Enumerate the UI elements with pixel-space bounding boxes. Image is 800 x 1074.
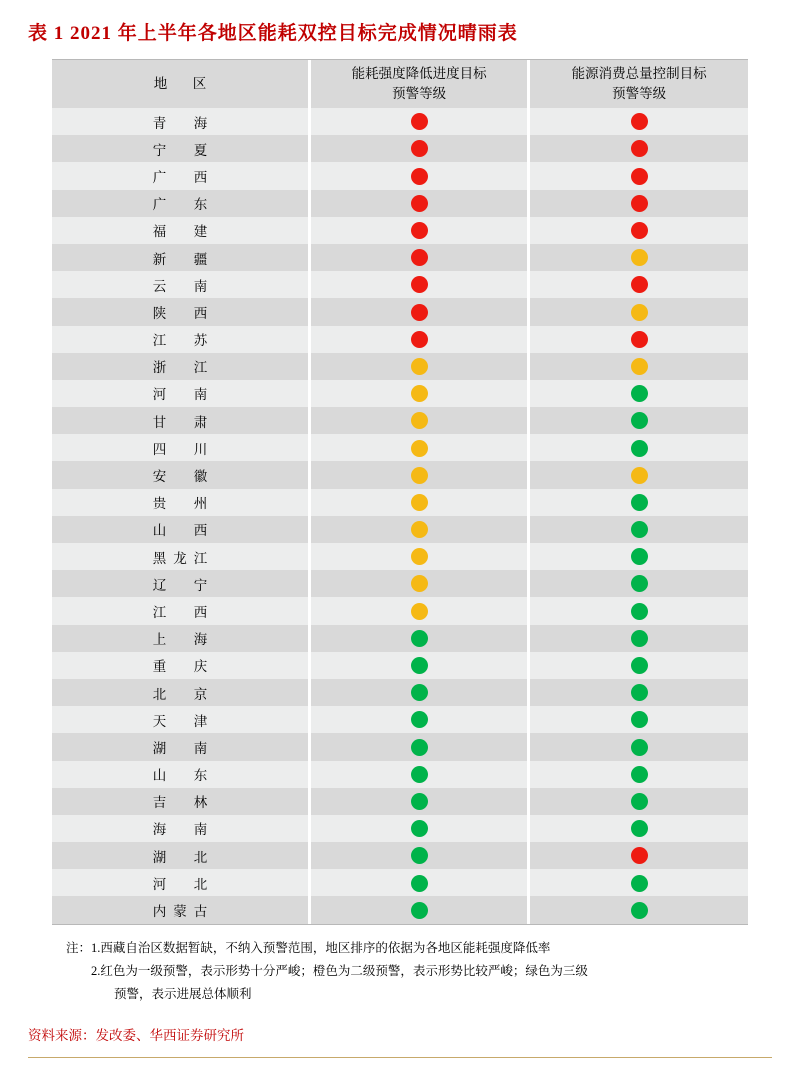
notes-label: 注：: [66, 940, 92, 955]
cell-intensity-warning: [310, 271, 529, 298]
table-row: [52, 761, 748, 788]
table-row: [52, 625, 748, 652]
cell-intensity-warning: [310, 298, 529, 325]
cell-intensity-warning: [310, 869, 529, 896]
cell-intensity-warning: [310, 597, 529, 624]
warning-dot-red-icon: [411, 113, 428, 130]
cell-intensity-warning: [310, 679, 529, 706]
warning-dot-green-icon: [631, 575, 648, 592]
cell-intensity-warning: [310, 407, 529, 434]
cell-region: 海 南: [52, 815, 310, 842]
warning-dot-green-icon: [631, 385, 648, 402]
cell-intensity-warning: [310, 543, 529, 570]
warning-dot-green-icon: [411, 847, 428, 864]
cell-region: 青 海: [52, 108, 310, 135]
table-row: [52, 652, 748, 679]
cell-region: 重 庆: [52, 652, 310, 679]
table-row: [52, 842, 748, 869]
note-item-2-continued: 预警，表示进展总体顺利: [114, 986, 252, 1001]
column-header-total-line1: 能源消费总量控制目标: [571, 66, 707, 82]
table-header: [52, 60, 748, 108]
warning-dot-green-icon: [631, 684, 648, 701]
cell-total-warning: [529, 244, 748, 271]
cell-region: 四 川: [52, 434, 310, 461]
cell-region: 山 东: [52, 761, 310, 788]
column-header-intensity: [310, 60, 529, 108]
table-row: [52, 896, 748, 923]
table-row: [52, 597, 748, 624]
cell-region: 江 苏: [52, 326, 310, 353]
cell-total-warning: [529, 298, 748, 325]
cell-total-warning: [529, 815, 748, 842]
cell-region: 浙 江: [52, 353, 310, 380]
warning-dot-orange-icon: [411, 521, 428, 538]
warning-dot-orange-icon: [411, 603, 428, 620]
warning-dot-red-icon: [411, 276, 428, 293]
warning-dot-green-icon: [411, 875, 428, 892]
warning-dot-green-icon: [411, 902, 428, 919]
table-row: [52, 570, 748, 597]
warning-table: [52, 60, 748, 924]
cell-total-warning: [529, 271, 748, 298]
warning-dot-red-icon: [631, 847, 648, 864]
cell-intensity-warning: [310, 652, 529, 679]
table-row: [52, 489, 748, 516]
cell-intensity-warning: [310, 434, 529, 461]
cell-total-warning: [529, 842, 748, 869]
cell-region: 广 东: [52, 190, 310, 217]
warning-dot-orange-icon: [631, 358, 648, 375]
table-row: [52, 434, 748, 461]
warning-dot-green-icon: [631, 875, 648, 892]
cell-intensity-warning: [310, 896, 529, 923]
cell-intensity-warning: [310, 135, 529, 162]
warning-dot-green-icon: [411, 684, 428, 701]
cell-region: 天 津: [52, 706, 310, 733]
table-row: [52, 543, 748, 570]
cell-intensity-warning: [310, 815, 529, 842]
warning-dot-orange-icon: [411, 548, 428, 565]
warning-dot-green-icon: [631, 548, 648, 565]
cell-total-warning: [529, 597, 748, 624]
warning-dot-green-icon: [631, 820, 648, 837]
cell-total-warning: [529, 570, 748, 597]
cell-total-warning: [529, 706, 748, 733]
cell-region: 湖 北: [52, 842, 310, 869]
cell-total-warning: [529, 489, 748, 516]
warning-dot-orange-icon: [411, 494, 428, 511]
table-row: [52, 298, 748, 325]
cell-region: 河 北: [52, 869, 310, 896]
note-item-2: 2.红色为一级预警，表示形势十分严峻；橙色为二级预警，表示形势比较严峻；绿色为三级: [91, 963, 588, 978]
warning-dot-red-icon: [631, 140, 648, 157]
column-header-intensity-line2: 预警等级: [392, 86, 447, 101]
warning-dot-red-icon: [411, 331, 428, 348]
warning-dot-green-icon: [631, 412, 648, 429]
cell-total-warning: [529, 190, 748, 217]
cell-region: 上 海: [52, 625, 310, 652]
cell-intensity-warning: [310, 761, 529, 788]
note-row-2: [52, 960, 748, 983]
cell-region: 吉 林: [52, 788, 310, 815]
warning-dot-green-icon: [411, 766, 428, 783]
cell-total-warning: [529, 516, 748, 543]
cell-region: 福 建: [52, 217, 310, 244]
cell-total-warning: [529, 896, 748, 923]
warning-dot-green-icon: [631, 521, 648, 538]
warning-dot-orange-icon: [411, 358, 428, 375]
table-row: [52, 679, 748, 706]
cell-total-warning: [529, 407, 748, 434]
cell-region: 山 西: [52, 516, 310, 543]
table-row: [52, 108, 748, 135]
warning-dot-green-icon: [411, 657, 428, 674]
warning-dot-green-icon: [631, 711, 648, 728]
column-header-total-line2: 预警等级: [612, 86, 667, 101]
table-row: [52, 733, 748, 760]
cell-intensity-warning: [310, 516, 529, 543]
warning-dot-red-icon: [631, 276, 648, 293]
note-item-1: 1.西藏自治区数据暂缺，不纳入预警范围，地区排序的依据为各地区能耗强度降低率: [91, 940, 551, 955]
table-row: [52, 407, 748, 434]
cell-region: 黑龙江: [52, 543, 310, 570]
cell-intensity-warning: [310, 326, 529, 353]
cell-total-warning: [529, 326, 748, 353]
page-title: 表 1 2021 年上半年各地区能耗双控目标完成情况晴雨表: [28, 23, 518, 44]
table-row: [52, 706, 748, 733]
warning-dot-orange-icon: [411, 412, 428, 429]
column-header-total: [529, 60, 748, 108]
cell-region: 陕 西: [52, 298, 310, 325]
cell-region: 新 疆: [52, 244, 310, 271]
warning-dot-orange-icon: [411, 440, 428, 457]
warning-dot-green-icon: [631, 630, 648, 647]
cell-total-warning: [529, 761, 748, 788]
cell-total-warning: [529, 108, 748, 135]
cell-intensity-warning: [310, 788, 529, 815]
warning-dot-green-icon: [631, 494, 648, 511]
warning-dot-orange-icon: [631, 304, 648, 321]
cell-intensity-warning: [310, 380, 529, 407]
table-row: [52, 190, 748, 217]
warning-dot-red-icon: [411, 168, 428, 185]
cell-region: 北 京: [52, 679, 310, 706]
cell-region: 河 南: [52, 380, 310, 407]
warning-dot-red-icon: [631, 331, 648, 348]
cell-region: 贵 州: [52, 489, 310, 516]
cell-intensity-warning: [310, 489, 529, 516]
warning-dot-orange-icon: [631, 249, 648, 266]
table-row: [52, 217, 748, 244]
cell-intensity-warning: [310, 353, 529, 380]
table-notes: [52, 937, 748, 1006]
cell-region: 安 徽: [52, 461, 310, 488]
warning-dot-red-icon: [411, 195, 428, 212]
warning-dot-orange-icon: [411, 575, 428, 592]
footer-divider: [28, 1057, 772, 1058]
cell-total-warning: [529, 380, 748, 407]
cell-total-warning: [529, 217, 748, 244]
warning-dot-green-icon: [631, 603, 648, 620]
warning-dot-orange-icon: [411, 385, 428, 402]
warning-dot-green-icon: [631, 739, 648, 756]
warning-dot-red-icon: [411, 249, 428, 266]
warning-dot-red-icon: [411, 140, 428, 157]
warning-dot-red-icon: [631, 222, 648, 239]
cell-intensity-warning: [310, 190, 529, 217]
warning-dot-green-icon: [631, 440, 648, 457]
cell-intensity-warning: [310, 706, 529, 733]
table-row: [52, 815, 748, 842]
cell-total-warning: [529, 353, 748, 380]
cell-region: 湖 南: [52, 733, 310, 760]
column-header-intensity-line1: 能耗强度降低进度目标: [351, 66, 487, 82]
table-row: [52, 788, 748, 815]
warning-dot-red-icon: [411, 222, 428, 239]
warning-dot-orange-icon: [411, 467, 428, 484]
warning-dot-green-icon: [631, 766, 648, 783]
cell-region: 甘 肃: [52, 407, 310, 434]
table-row: [52, 162, 748, 189]
warning-dot-red-icon: [411, 304, 428, 321]
warning-dot-red-icon: [631, 113, 648, 130]
cell-region: 江 西: [52, 597, 310, 624]
warning-dot-red-icon: [631, 195, 648, 212]
cell-total-warning: [529, 461, 748, 488]
cell-total-warning: [529, 652, 748, 679]
cell-total-warning: [529, 733, 748, 760]
cell-region: 内蒙古: [52, 896, 310, 923]
table-row: [52, 271, 748, 298]
warning-dot-orange-icon: [631, 467, 648, 484]
warning-dot-green-icon: [631, 793, 648, 810]
warning-dot-red-icon: [631, 168, 648, 185]
table-row: [52, 380, 748, 407]
warning-dot-green-icon: [411, 793, 428, 810]
table-row: [52, 516, 748, 543]
cell-intensity-warning: [310, 570, 529, 597]
cell-total-warning: [529, 869, 748, 896]
table-row: [52, 353, 748, 380]
cell-intensity-warning: [310, 108, 529, 135]
cell-region: 宁 夏: [52, 135, 310, 162]
cell-total-warning: [529, 679, 748, 706]
cell-intensity-warning: [310, 461, 529, 488]
cell-total-warning: [529, 135, 748, 162]
cell-region: 云 南: [52, 271, 310, 298]
cell-intensity-warning: [310, 162, 529, 189]
cell-region: 辽 宁: [52, 570, 310, 597]
cell-intensity-warning: [310, 733, 529, 760]
warning-dot-green-icon: [411, 820, 428, 837]
cell-total-warning: [529, 625, 748, 652]
column-header-region: 地 区: [52, 60, 310, 108]
source-line: 资料来源：发改委、华西证券研究所: [28, 1028, 244, 1043]
warning-dot-green-icon: [631, 902, 648, 919]
warning-dot-green-icon: [631, 657, 648, 674]
cell-region: 广 西: [52, 162, 310, 189]
table-row: [52, 135, 748, 162]
cell-total-warning: [529, 162, 748, 189]
table-header-row: [52, 60, 748, 108]
table-row: [52, 244, 748, 271]
cell-total-warning: [529, 788, 748, 815]
cell-intensity-warning: [310, 842, 529, 869]
cell-total-warning: [529, 543, 748, 570]
warning-table-container: [52, 59, 748, 925]
table-row: [52, 869, 748, 896]
cell-total-warning: [529, 434, 748, 461]
table-row: [52, 461, 748, 488]
warning-dot-green-icon: [411, 711, 428, 728]
cell-intensity-warning: [310, 217, 529, 244]
cell-intensity-warning: [310, 244, 529, 271]
warning-dot-green-icon: [411, 739, 428, 756]
note-row-1: [52, 937, 748, 960]
cell-intensity-warning: [310, 625, 529, 652]
table-row: [52, 326, 748, 353]
warning-dot-green-icon: [411, 630, 428, 647]
table-body: [52, 108, 748, 924]
